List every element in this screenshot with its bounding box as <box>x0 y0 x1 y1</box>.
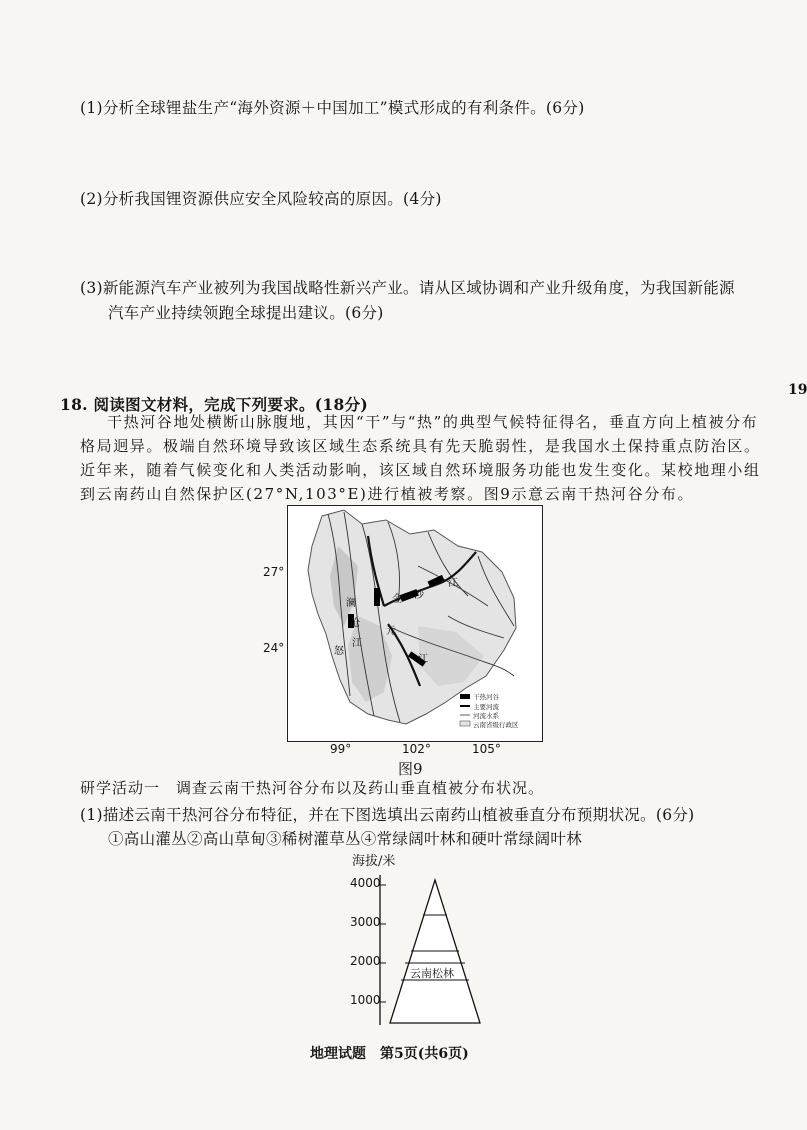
question-1: (1)分析全球锂盐生产“海外资源＋中国加工”模式形成的有利条件。(6分) <box>80 99 585 117</box>
lon-label-99: 99° <box>330 742 352 756</box>
river-label: 怒 <box>334 646 344 657</box>
activity-options: ①高山灌丛②高山草甸③稀树灌草丛④常绿阔叶林和硬叶常绿阔叶林 <box>108 830 583 848</box>
tick-3000: 3000 <box>350 915 381 929</box>
lat-label-27: 27° <box>263 565 285 579</box>
river-label: 元 <box>386 626 396 637</box>
lon-label-102: 102° <box>402 742 431 756</box>
river-label: 江 <box>352 638 362 649</box>
river-label: 沙 <box>414 590 424 601</box>
question-3-line2: 汽车产业持续领跑全球提出建议。(6分) <box>108 304 384 322</box>
tick-4000: 4000 <box>350 876 381 890</box>
q18-heading: 18. 阅读图文材料，完成下列要求。(18分) <box>60 395 369 414</box>
legend-province: 云南省级行政区 <box>473 721 519 729</box>
yunnan-map-illustration <box>288 506 541 740</box>
river-label: 沧 <box>350 618 360 629</box>
river-label: 澜 <box>346 598 356 609</box>
mountain-zones-diagram <box>370 865 500 1030</box>
tick-1000: 1000 <box>350 993 381 1007</box>
legend-river-system: 河流水系 <box>473 712 499 720</box>
river-label: 江 <box>448 578 458 589</box>
margin-number: 19 <box>788 382 807 398</box>
question-3-line1: (3)新能源汽车产业被列为我国战略性新兴产业。请从区域协调和产业升级角度，为我国新能源 <box>80 279 735 297</box>
lon-label-105: 105° <box>472 742 501 756</box>
question-2: (2)分析我国锂资源供应安全风险较高的原因。(4分) <box>80 190 442 208</box>
page-footer: 地理试题 第5页(共6页) <box>310 1046 469 1062</box>
mountain-ylabel: 海拔/米 <box>352 854 396 869</box>
river-label: 江 <box>418 654 428 665</box>
zone-label-pine: 云南松林 <box>410 967 454 980</box>
legend-dry-valley: 干热河谷 <box>473 693 499 701</box>
activity-question-1: (1)描述云南干热河谷分布特征，并在下图选填出云南药山植被垂直分布预期状况。(6分) <box>80 806 695 824</box>
river-label: 金 <box>392 594 402 605</box>
figure-caption: 图9 <box>398 760 423 778</box>
q18-para-line2: 格局迥异。极端自然环境导致该区域生态系统具有先天脆弱性，是我国水土保持重点防治区。 <box>80 437 761 455</box>
legend-main-river: 主要河流 <box>473 703 499 711</box>
q18-para-line3: 近年来，随着气候变化和人类活动影响，该区域自然环境服务功能也发生变化。某校地理小组 <box>80 461 761 479</box>
tick-2000: 2000 <box>350 954 381 968</box>
activity-title: 研学活动一 调查云南干热河谷分布以及药山垂直植被分布状况。 <box>80 779 545 797</box>
lat-label-24: 24° <box>263 641 285 655</box>
map-figure <box>287 505 543 742</box>
q18-para-line1: 干热河谷地处横断山脉腹地，其因“干”与“热”的典型气候特征得名，垂直方向上植被分布 <box>107 413 759 431</box>
q18-para-line4: 到云南药山自然保护区(27°N,103°E)进行植被考察。图9示意云南干热河谷分布。 <box>80 485 695 503</box>
